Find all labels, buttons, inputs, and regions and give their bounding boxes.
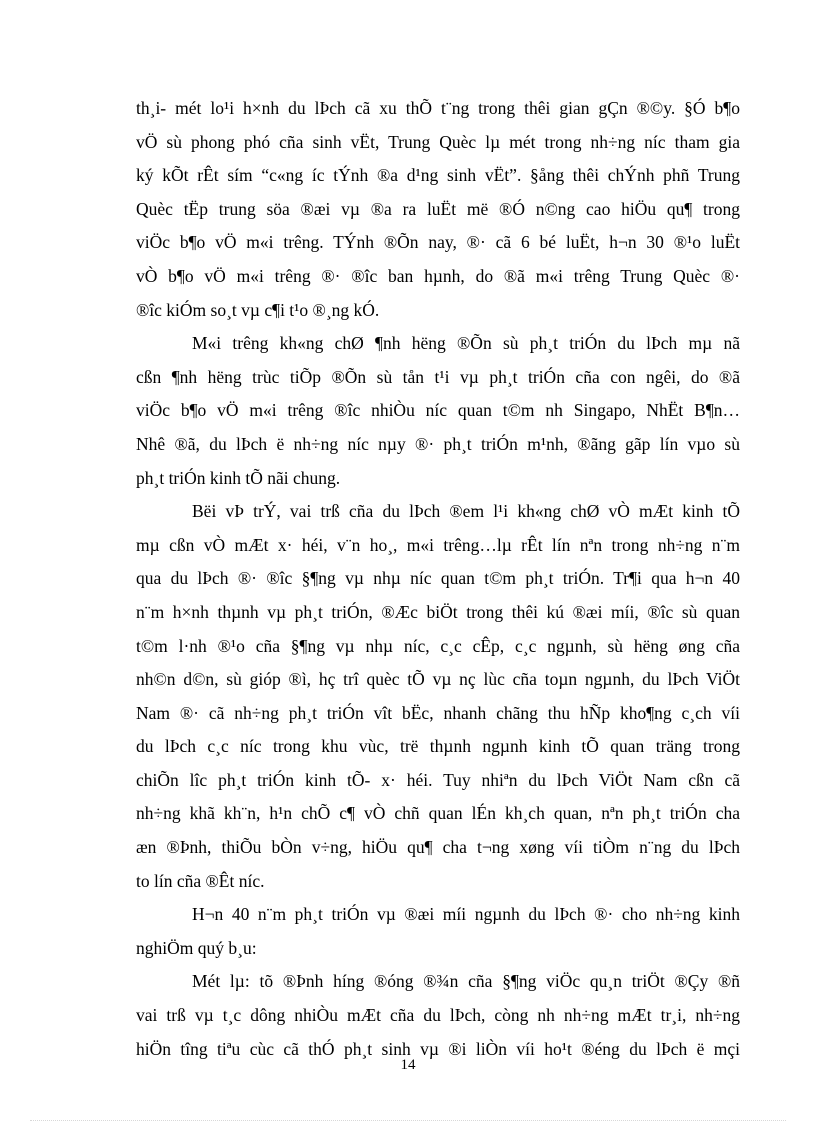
text-line: viÖc b¶o vÖ m«i trêng ®îc nhiÒu níc quan t©m nh Singapo, NhËt B¶n…: [136, 400, 740, 421]
page-number: 14: [400, 1057, 416, 1073]
text-line: th¸i- mét lo¹i h×nh du lÞch cã xu thÕ t¨ng trong thêi gian gÇn ®©y. §Ó b¶o: [136, 98, 740, 118]
text-line: H¬n 40 n¨m ph¸t triÓn vµ ®æi míi ngµnh du lÞch ®· cho nh÷ng kinh: [192, 904, 740, 925]
text-line: Mét lµ: tõ ®Þnh híng ®óng ®¾n cña §¶ng viÖc qu¸n triÖt ®Çy ®ñ: [192, 971, 740, 992]
text-line: viÖc b¶o vÖ m«i trêng. TÝnh ®Õn nay, ®· cã 6 bé luËt, h¬n 30 ®¹o luËt: [136, 232, 740, 253]
text-line: vai trß vµ t¸c dông nhiÒu mÆt cña du lÞch, còng nh nh÷ng mÆt tr¸i, nh÷ng: [136, 1005, 740, 1026]
text-line: nh©n d©n, sù gióp ®ì, hç trî quèc tÕ vµ nç lùc cña toµn ngµnh, du lÞch ViÖt: [136, 669, 740, 690]
text-line: du lÞch c¸c níc trong khu vùc, trë thµnh ngµnh kinh tÕ quan träng trong: [136, 736, 740, 757]
text-line: M«i trêng kh«ng chØ ¶nh hëng ®Õn sù ph¸t triÓn du lÞch mµ nã: [192, 333, 740, 354]
text-line: vÖ sù phong phó cña sinh vËt, Trung Quèc lµ mét trong nh÷ng níc tham gia: [136, 131, 740, 152]
text-line: Quèc tËp trung söa ®æi vµ ®a ra luËt më ®Ó n©ng cao hiÖu qu¶ trong: [136, 198, 740, 219]
text-line: Nam ®· cã nh÷ng ph¸t triÓn vît bËc, nhanh chãng thu hÑp kho¶ng c¸ch víi: [136, 702, 740, 723]
text-line: vÒ b¶o vÖ m«i trêng ®· ®îc ban hµnh, do ®ã m«i trêng Trung Quèc ®·: [136, 265, 740, 286]
text-line: mµ cßn vÒ mÆt x· héi, v¨n ho¸, m«i trêng…lµ rÊt lín nªn trong nh÷ng n¨m: [136, 534, 740, 555]
text-line: ®îc kiÓm so¸t vµ c¶i t¹o ®¸ng kÓ.: [136, 299, 380, 320]
text-line: to lín cña ®Êt níc.: [136, 870, 265, 891]
text-line: nghiÖm quý b¸u:: [136, 937, 257, 958]
text-line: hiÖn tîng tiªu cùc cã thÓ ph¸t sinh vµ ®i liÒn víi ho¹t ®éng du lÞch ë mçi: [136, 1038, 740, 1059]
page-bottom-divider: [30, 1120, 786, 1121]
text-line: cßn ¶nh hëng trùc tiÕp ®Õn sù tån t¹i vµ ph¸t triÓn cña con ngêi, do ®ã: [136, 366, 740, 387]
text-line: Bëi vÞ trÝ, vai trß cña du lÞch ®em l¹i kh«ng chØ vÒ mÆt kinh tÕ: [192, 501, 740, 522]
text-line: qua du lÞch ®· ®îc §¶ng vµ nhµ níc quan t©m ph¸t triÓn. Tr¶i qua h¬n 40: [136, 568, 740, 589]
text-line: n¨m h×nh thµnh vµ ph¸t triÓn, ®Æc biÖt trong thêi kú ®æi míi, ®îc sù quan: [136, 601, 740, 622]
text-line: t©m l·nh ®¹o cña §¶ng vµ nhµ níc, c¸c cÊp, c¸c ngµnh, sù hëng øng cña: [136, 635, 740, 656]
text-line: chiÕn lîc ph¸t triÓn kinh tÕ- x· héi. Tuy nhiªn du lÞch ViÖt Nam cßn cã: [136, 769, 740, 790]
text-line: Nhê ®ã, du lÞch ë nh÷ng níc nµy ®· ph¸t triÓn m¹nh, ®ãng gãp lín vµo sù: [136, 433, 740, 454]
text-line: ký kÕt rÊt sím “c«ng íc tÝnh ®a d¹ng sinh vËt”. §ång thêi chÝnh phñ Trung: [136, 165, 740, 186]
text-line: ph¸t triÓn kinh tÕ nãi chung.: [136, 467, 341, 488]
body-text: [136, 92, 740, 1066]
text-line: æn ®Þnh, thiÕu bÒn v÷ng, hiÖu qu¶ cha t¬ng xøng víi tiÒm n¨ng du lÞch: [136, 837, 740, 858]
text-line: nh÷ng khã kh¨n, h¹n chÕ c¶ vÒ chñ quan lÉn kh¸ch quan, nªn ph¸t triÓn cha: [136, 803, 740, 824]
